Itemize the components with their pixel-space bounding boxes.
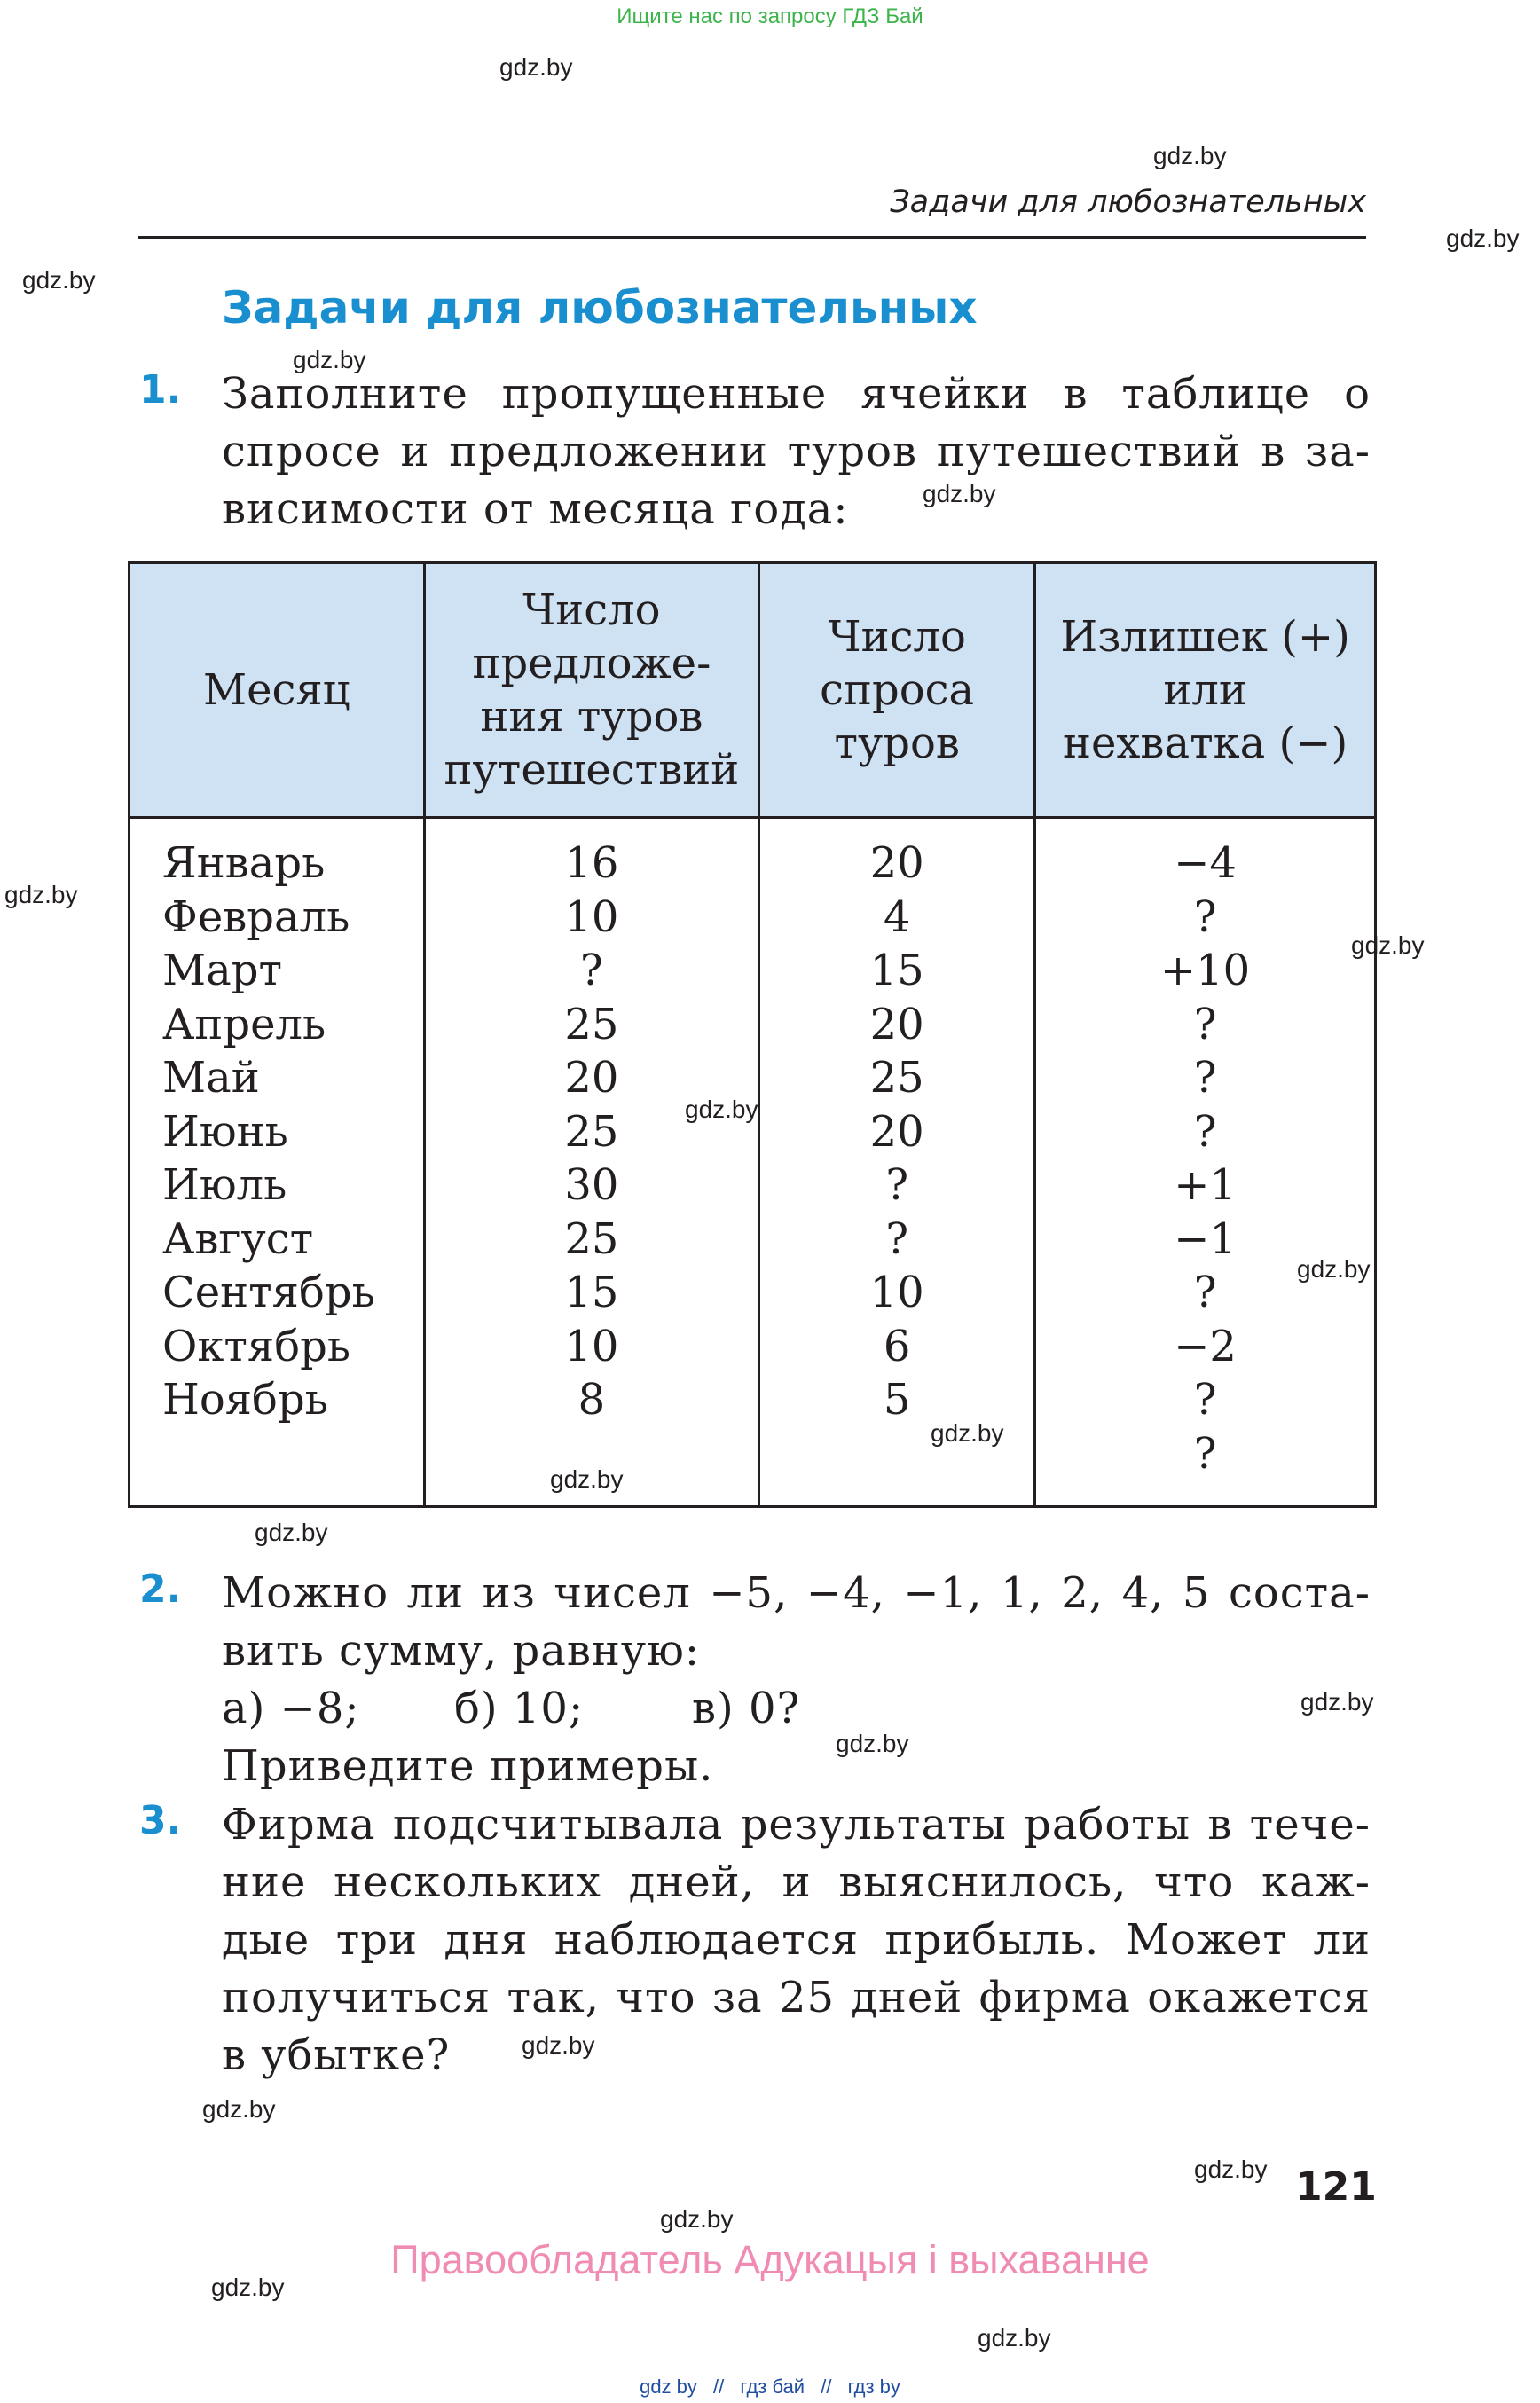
task-2-number: 2. <box>139 1567 182 1612</box>
watermark: gdz.by <box>499 53 573 81</box>
watermark: gdz.by <box>1194 2156 1268 2183</box>
table-header-row <box>130 563 1376 818</box>
footer-separator: // <box>713 2376 725 2398</box>
watermark: gdz.by <box>923 480 996 507</box>
watermark: gdz.by <box>522 2031 595 2059</box>
watermark: gdz.by <box>836 1730 909 1757</box>
diff-column <box>1035 818 1376 1507</box>
header-divider <box>138 236 1366 239</box>
table-cell: 20 <box>869 999 924 1049</box>
watermark: gdz.by <box>211 2273 285 2301</box>
table-cell: ? <box>1193 1268 1217 1317</box>
watermark: gdz.by <box>293 346 366 373</box>
task-3-line: получиться так, что за 25 дней фирма окажется <box>222 1973 1371 2022</box>
watermark: gdz.by <box>660 2205 734 2233</box>
running-head: Задачи для любознательных <box>890 185 1366 220</box>
table-cell: −2 <box>1174 1321 1237 1371</box>
table-cell: 15 <box>869 946 924 995</box>
table-cell: ? <box>1193 1428 1217 1479</box>
footer-link[interactable]: гдз бай <box>740 2376 805 2398</box>
table-cell: ? <box>1193 999 1217 1049</box>
table-cell: ? <box>580 946 603 995</box>
table-cell: 25 <box>564 999 619 1049</box>
task-2-line: Можно ли из чисел −5, −4, −1, 1, 2, 4, 5 соста- <box>222 1568 1371 1618</box>
table-cell: 5 <box>883 1375 911 1425</box>
task-1-number: 1. <box>139 367 182 412</box>
table-cell: Январь <box>162 838 326 888</box>
task-1-line: висимости от месяца года: <box>222 484 849 534</box>
table-cell: Ноябрь <box>162 1375 328 1425</box>
table-cell: 20 <box>564 1053 619 1103</box>
watermark: gdz.by <box>685 1095 758 1123</box>
task-1-line: Заполните пропущенные ячейки в таблице о <box>222 369 1371 419</box>
footer-separator: // <box>821 2376 832 2398</box>
watermark: gdz.by <box>255 1519 328 1546</box>
table-cell: 20 <box>869 1106 924 1157</box>
month-column <box>130 818 425 1507</box>
table-cell: 20 <box>869 838 924 888</box>
copyright-notice: Правообладатель Адукацыя і выхаванне <box>390 2237 1150 2282</box>
watermark: gdz.by <box>1297 1255 1371 1283</box>
table-cell: Июль <box>162 1160 287 1210</box>
table-cell: Март <box>162 946 283 995</box>
task-3-text <box>222 1796 1371 2085</box>
table-cell: ? <box>1193 1053 1217 1103</box>
task-3-line: ние нескольких дней, и выяснилось, что каж- <box>222 1857 1371 1907</box>
table-cell: 6 <box>883 1321 911 1371</box>
footer-link[interactable]: gdz by <box>640 2376 697 2398</box>
watermark: gdz.by <box>4 881 78 908</box>
footer-link[interactable]: гдз by <box>847 2376 900 2398</box>
table-cell: +10 <box>1159 946 1251 995</box>
top-banner[interactable]: Ищите нас по запросу ГДЗ Бай <box>617 4 923 28</box>
table-cell: 4 <box>883 891 911 942</box>
watermark: gdz.by <box>1153 142 1227 169</box>
option-a: а) −8; <box>222 1684 360 1733</box>
page-number: 121 <box>1295 2164 1377 2210</box>
table-body-row <box>130 818 1376 1507</box>
table-cell: 25 <box>564 1213 619 1264</box>
header-demand: Число спроса туров <box>759 563 1035 818</box>
table-cell: Август <box>162 1213 314 1264</box>
table-cell: Июнь <box>162 1106 288 1157</box>
task-1-line: спросе и предложении туров путешествий в за- <box>222 427 1371 476</box>
table-cell: 10 <box>869 1268 924 1317</box>
watermark: gdz.by <box>1351 931 1425 959</box>
watermark: gdz.by <box>550 1465 624 1493</box>
option-c: в) 0? <box>692 1684 801 1733</box>
table-cell: Апрель <box>162 999 326 1049</box>
table-cell: Май <box>162 1053 260 1103</box>
table-cell: ? <box>1193 1106 1217 1157</box>
watermark: gdz.by <box>22 266 96 294</box>
table-cell: ? <box>885 1160 909 1210</box>
demand-column <box>759 818 1035 1507</box>
section-title: Задачи для любознательных <box>222 282 978 334</box>
task-2-line: Приведите примеры. <box>222 1741 714 1791</box>
table-cell: ? <box>1193 1375 1217 1425</box>
watermark: gdz.by <box>1300 1688 1374 1716</box>
table-cell: −4 <box>1174 838 1237 888</box>
header-supply: Число предложе- ния туров путешествий <box>424 563 759 818</box>
table-cell: 10 <box>564 1321 619 1371</box>
watermark: gdz.by <box>978 2324 1051 2352</box>
table-cell: ? <box>885 1213 909 1264</box>
table-cell: 25 <box>564 1106 619 1157</box>
table-cell: 25 <box>869 1053 924 1103</box>
task-2-text <box>222 1565 1371 1795</box>
task-3-number: 3. <box>139 1798 182 1843</box>
task-2-line: вить сумму, равную: <box>222 1626 701 1676</box>
table-cell: Сентябрь <box>162 1268 375 1317</box>
tours-table <box>128 561 1377 1508</box>
table-cell: ? <box>1193 891 1217 942</box>
table-cell: +1 <box>1174 1160 1237 1210</box>
table-cell: Февраль <box>162 891 350 942</box>
watermark: gdz.by <box>1446 224 1520 252</box>
table-cell: 8 <box>578 1375 606 1425</box>
header-month: Месяц <box>130 563 425 818</box>
option-b: б) 10; <box>454 1684 585 1733</box>
table-cell: 16 <box>564 838 619 888</box>
table-cell: −1 <box>1174 1213 1237 1264</box>
supply-column <box>424 818 759 1507</box>
task-3-line: дые три дня наблюдается прибыль. Может ли <box>222 1915 1371 1965</box>
task-1-text <box>222 365 1371 538</box>
table-cell: 10 <box>564 891 619 942</box>
watermark: gdz.by <box>931 1419 1004 1447</box>
footer-links <box>0 2376 1540 2399</box>
task-2-options <box>222 1680 1371 1738</box>
table-cell: Октябрь <box>162 1321 350 1371</box>
task-3-line: в убытке? <box>222 2030 451 2080</box>
watermark: gdz.by <box>202 2095 276 2123</box>
header-diff: Излишек (+) или нехватка (−) <box>1035 563 1376 818</box>
table-cell: 30 <box>564 1160 619 1210</box>
task-3-line: Фирма подсчитывала результаты работы в тече- <box>222 1800 1371 1849</box>
table-cell: 15 <box>564 1268 619 1317</box>
